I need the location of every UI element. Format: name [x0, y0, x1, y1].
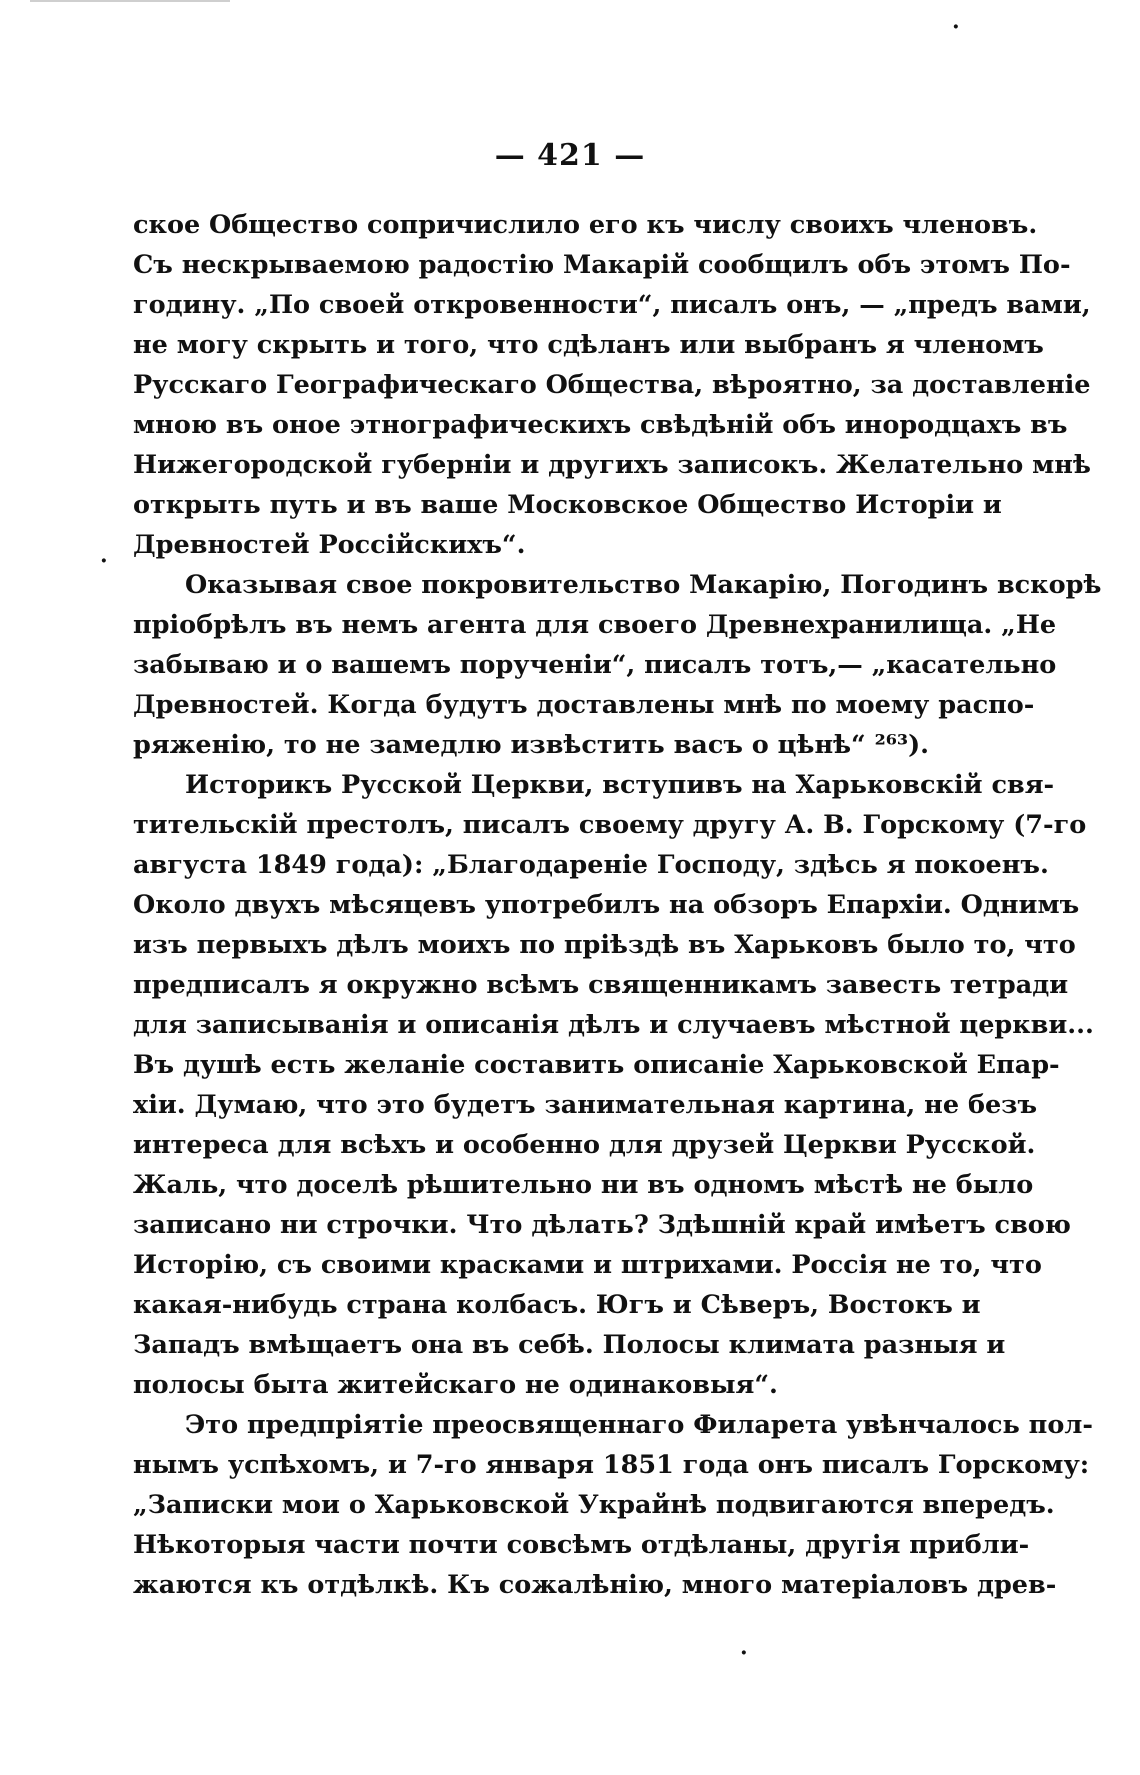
text-line: какая-нибудь страна колбасъ. Югъ и Сѣверъ, Востокъ и [133, 1290, 981, 1320]
text-line: пріобрѣлъ въ немъ агента для своего Древнехранилища. „Не [133, 610, 1057, 640]
text-line: Древностей. Когда будутъ доставлены мнѣ по моему распо- [133, 690, 1035, 720]
stray-mark: · [952, 14, 960, 40]
text-line: хіи. Думаю, что это будетъ занимательная картина, не безъ [133, 1090, 1038, 1120]
text-line: полосы быта житейскаго не одинаковыя“. [133, 1370, 778, 1400]
text-line: „Записки мои о Харьковской Украйнѣ подвигаются впередъ. [133, 1490, 1055, 1520]
text-line: Оказывая свое покровительство Макарію, Погодинъ вскорѣ [185, 570, 1102, 600]
text-line: Древностей Россійскихъ“. [133, 530, 526, 560]
stray-mark: · [740, 1640, 748, 1666]
text-line: Съ нескрываемою радостію Макарій сообщилъ объ этомъ По- [133, 250, 1071, 280]
text-line: нымъ успѣхомъ, и 7-го января 1851 года онъ писалъ Горскому: [133, 1450, 1090, 1480]
text-line: открыть путь и въ ваше Московское Общество Исторіи и [133, 490, 1002, 520]
paragraph [133, 565, 1102, 765]
text-line: ряженію, то не замедлю извѣстить васъ о цѣнѣ“ ²⁶³). [133, 730, 930, 760]
text-line: годину. „По своей откровенности“, писалъ онъ, — „предъ вами, [133, 290, 1091, 320]
text-line: предписалъ я окружно всѣмъ священникамъ завесть тетради [133, 970, 1069, 1000]
text-line: Это предпріятіе преосвященнаго Филарета увѣнчалось пол- [185, 1410, 1093, 1440]
scan-edge-rule [30, 0, 230, 2]
text-line: интереса для всѣхъ и особенно для друзей Церкви Русской. [133, 1130, 1036, 1160]
text-line: Исторію, съ своими красками и штрихами. Россія не то, что [133, 1250, 1042, 1280]
paragraph [133, 205, 1091, 565]
text-line: Жаль, что доселѣ рѣшительно ни въ одномъ мѣстѣ не было [133, 1170, 1034, 1200]
text-line: августа 1849 года): „Благодареніе Господу, здѣсь я покоенъ. [133, 850, 1049, 880]
text-line: Нѣкоторыя части почти совсѣмъ отдѣланы, другія прибли- [133, 1530, 1030, 1560]
paragraph [133, 765, 1094, 1405]
text-line: Около двухъ мѣсяцевъ употребилъ на обзоръ Епархіи. Однимъ [133, 890, 1080, 920]
paragraph [133, 1405, 1093, 1605]
text-line: для записыванія и описанія дѣлъ и случаевъ мѣстной церкви... [133, 1010, 1094, 1040]
text-line: жаются къ отдѣлкѣ. Къ сожалѣнію, много матеріаловъ древ- [133, 1570, 1057, 1600]
text-line: Историкъ Русской Церкви, вступивъ на Харьковскій свя- [185, 770, 1055, 800]
body-text [133, 205, 1102, 1605]
text-line: забываю и о вашемъ порученіи“, писалъ тотъ,— „касательно [133, 650, 1057, 680]
stray-mark: · [100, 548, 108, 574]
text-line: Въ душѣ есть желаніе составить описаніе Харьковской Епар- [133, 1050, 1060, 1080]
text-line: не могу скрыть и того, что сдѣланъ или выбранъ я членомъ [133, 330, 1044, 360]
text-line: изъ первыхъ дѣлъ моихъ по пріѣздѣ въ Харьковъ было то, что [133, 930, 1076, 960]
text-line: Нижегородской губерніи и другихъ записокъ. Желательно мнѣ [133, 450, 1091, 480]
text-line: Западъ вмѣщаетъ она въ себѣ. Полосы климата разныя и [133, 1330, 1006, 1360]
text-line: записано ни строчки. Что дѣлать? Здѣшній край имѣетъ свою [133, 1210, 1071, 1240]
text-line: тительскій престолъ, писалъ своему другу А. В. Горскому (7-го [133, 810, 1087, 840]
text-line: мною въ оное этнографическихъ свѣдѣній объ инородцахъ въ [133, 410, 1068, 440]
text-line: ское Общество сопричислило его къ числу своихъ членовъ. [133, 210, 1038, 240]
page-number: — 421 — [494, 138, 646, 173]
text-line: Русскаго Географическаго Общества, вѣроятно, за доставленіе [133, 370, 1091, 400]
